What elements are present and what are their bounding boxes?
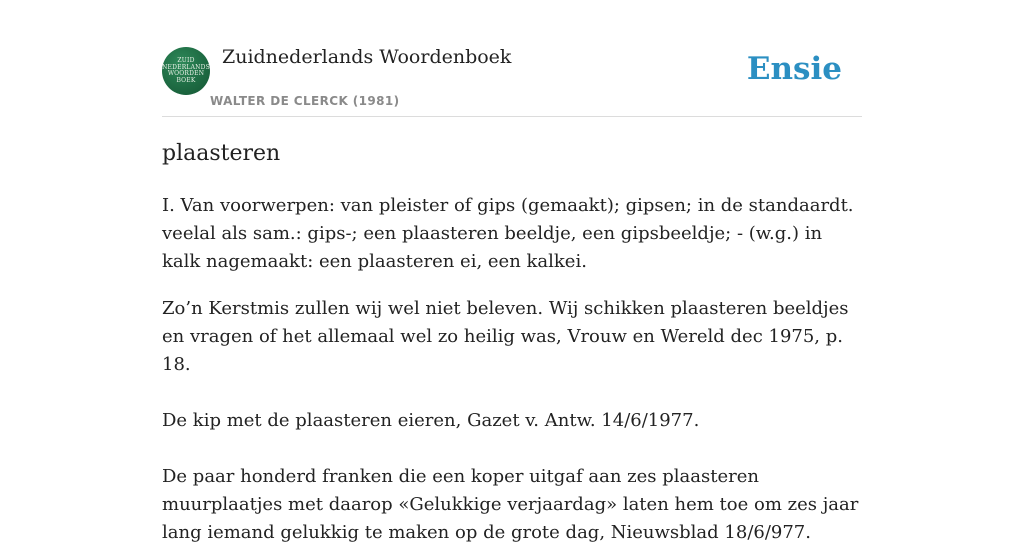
dictionary-header [162,0,862,117]
dictionary-author: WALTER DE CLERCK (1981) [210,94,400,108]
entry-content [162,138,862,547]
entry-headword: plaasteren [162,141,281,166]
logo-line: BOEK [176,76,196,84]
logo-line: WOORDEN [167,70,205,77]
entry-quote: De kip met de plaasteren eieren, Gazet v. Antw. 14/6/1977. [162,410,700,431]
ensie-brand-link[interactable]: Ensie [746,51,842,87]
entry-definition: I. Van voorwerpen: van pleister of gips (gemaakt); gipsen; in de standaardt. veelal als sam.: gips-; een plaasteren beeldje, een gipsbeeldje; - (w.g.) in kalk nagemaakt: een plaasteren ei, een kalkei. [162,195,854,272]
entry-quote: De paar honderd franken die een koper uitgaf aan zes plaasteren muurplaatjes met daarop «Gelukkige verjaardag» laten hem toe om zes jaar lang iemand gelukkig te maken op de grote dag, Nieuwsblad 18/6/977. [162,466,859,543]
logo-line: NEDERLANDS [162,63,210,71]
logo-line: ZUID [177,57,195,64]
dictionary-logo[interactable] [162,47,210,95]
entry-quote: Zo’n Kerstmis zullen wij wel niet beleven. Wij schikken plaasteren beeldjes en vragen of het allemaal wel zo heilig was, Vrouw en Wereld dec 1975, p. 18. [162,298,849,375]
dictionary-title-link[interactable]: Zuidnederlands Woordenboek [222,46,512,68]
